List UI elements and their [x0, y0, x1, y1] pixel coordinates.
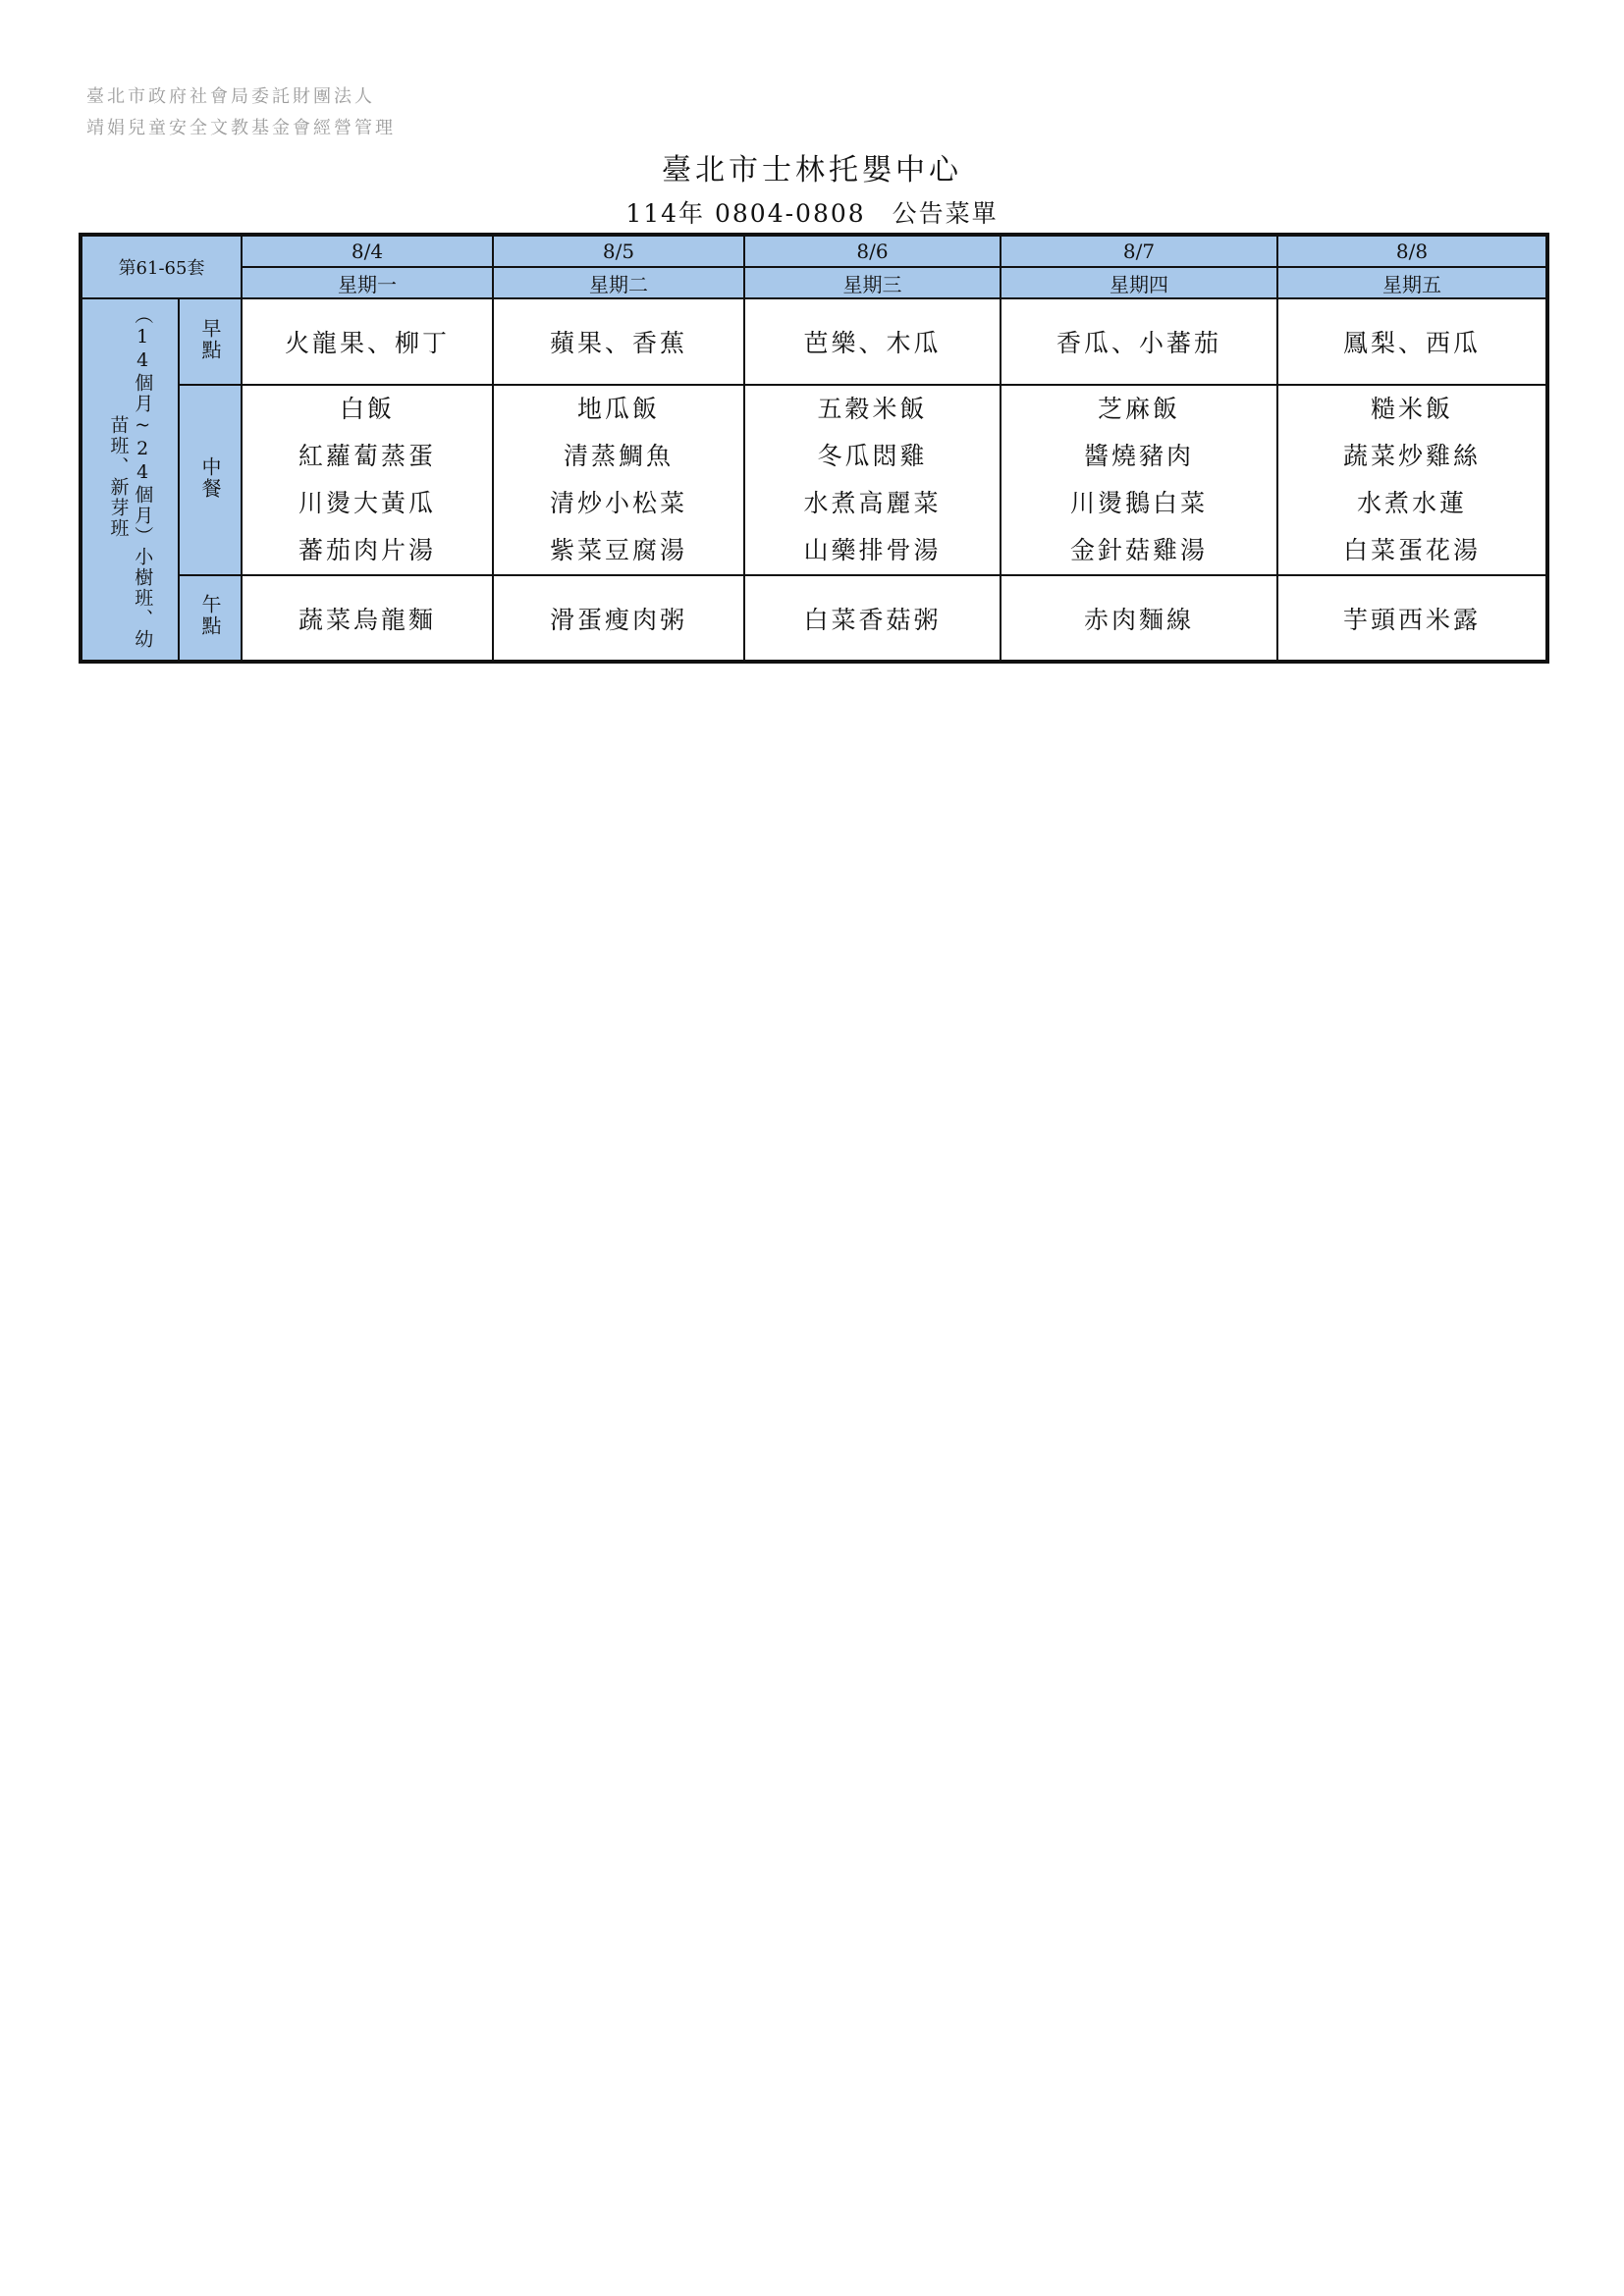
lunch-item: 清炒小松菜	[550, 489, 688, 517]
lunch-item: 清蒸鯛魚	[564, 442, 675, 470]
lunch-item: 糙米飯	[1371, 395, 1454, 423]
lunch-label-cell	[179, 385, 242, 575]
snack-cell: 赤肉麵線	[1001, 575, 1277, 662]
lunch-item: 紅蘿蔔蒸蛋	[298, 442, 437, 470]
lunch-item: 川燙鵝白菜	[1070, 489, 1209, 517]
weekday-header: 星期一	[242, 267, 493, 298]
class-label-age: （14個月~24個月）	[132, 304, 154, 547]
page-title: 臺北市士林托嬰中心	[662, 153, 962, 187]
breakfast-label-cell	[179, 298, 242, 385]
date-header: 8/5	[493, 235, 744, 267]
lunch-item: 金針菇雞湯	[1070, 536, 1209, 564]
breakfast-cell: 蘋果、香蕉	[493, 298, 744, 385]
snack-cell: 蔬菜烏龍麵	[242, 575, 493, 662]
lunch-item: 山藥排骨湯	[803, 536, 942, 564]
class-label-cell	[81, 298, 179, 662]
lunch-item: 芝麻飯	[1098, 395, 1181, 423]
lunch-item: 水煮水蓮	[1357, 489, 1468, 517]
org-line-2: 靖娟兒童安全文教基金會經營管理	[86, 118, 396, 138]
snack-label-cell	[179, 575, 242, 662]
weekday-header: 星期五	[1277, 267, 1547, 298]
snack-label: 午點	[198, 594, 222, 637]
lunch-cell	[744, 385, 1001, 575]
snack-cell: 白菜香菇粥	[744, 575, 1001, 662]
breakfast-cell: 火龍果、柳丁	[242, 298, 493, 385]
date-header: 8/6	[744, 235, 1001, 267]
lunch-item: 白菜蛋花湯	[1343, 536, 1482, 564]
lunch-label: 中餐	[198, 455, 222, 500]
lunch-cell	[1001, 385, 1277, 575]
date-header: 8/8	[1277, 235, 1547, 267]
class-label-groups: 小樹班、幼苗班、新芽班	[107, 415, 154, 650]
date-header: 8/7	[1001, 235, 1277, 267]
breakfast-cell: 香瓜、小蕃茄	[1001, 298, 1277, 385]
snack-cell: 滑蛋瘦肉粥	[493, 575, 744, 662]
lunch-item: 冬瓜悶雞	[817, 442, 928, 470]
lunch-item: 水煮高麗菜	[803, 489, 942, 517]
lunch-item: 蕃茄肉片湯	[298, 536, 437, 564]
menu-subtitle: 114年 0804-0808 公告菜單	[625, 199, 999, 228]
lunch-cell	[493, 385, 744, 575]
lunch-item: 五穀米飯	[817, 395, 928, 423]
lunch-item: 醬燒豬肉	[1084, 442, 1195, 470]
breakfast-cell: 芭樂、木瓜	[744, 298, 1001, 385]
snack-cell: 芋頭西米露	[1277, 575, 1547, 662]
weekday-header: 星期三	[744, 267, 1001, 298]
lunch-cell	[1277, 385, 1547, 575]
date-header: 8/4	[242, 235, 493, 267]
lunch-item: 地瓜飯	[577, 395, 661, 423]
set-label: 第61-65套	[81, 235, 242, 298]
lunch-item: 川燙大黃瓜	[298, 489, 437, 517]
breakfast-cell: 鳳梨、西瓜	[1277, 298, 1547, 385]
org-line-1: 臺北市政府社會局委託財團法人	[86, 86, 375, 107]
menu-table	[79, 233, 1549, 664]
weekday-header: 星期二	[493, 267, 744, 298]
lunch-item: 紫菜豆腐湯	[550, 536, 688, 564]
lunch-item: 蔬菜炒雞絲	[1343, 442, 1482, 470]
class-label	[106, 300, 154, 654]
lunch-item: 白飯	[340, 395, 396, 423]
breakfast-label: 早點	[198, 317, 222, 361]
weekday-header: 星期四	[1001, 267, 1277, 298]
lunch-cell	[242, 385, 493, 575]
